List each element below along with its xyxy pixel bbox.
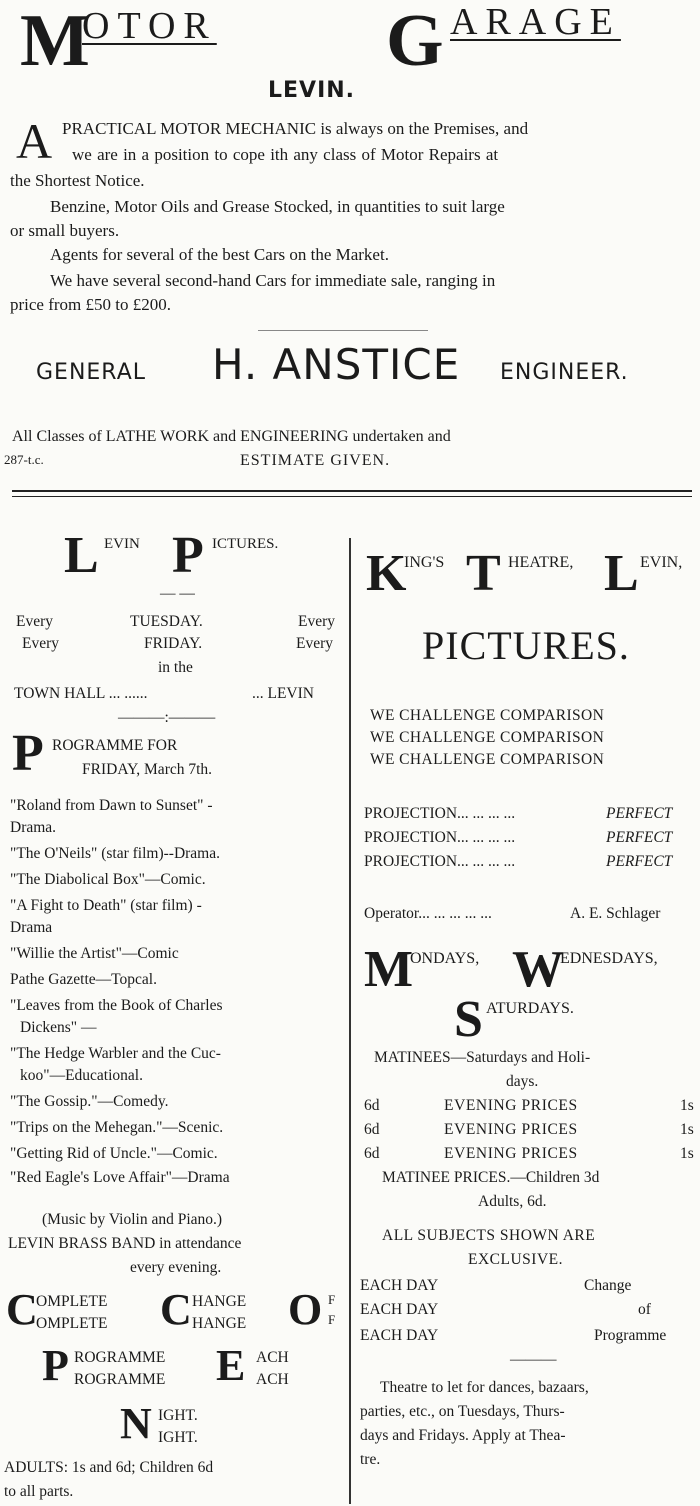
garage-initial: G: [386, 0, 444, 82]
anstice-engineer: ENGINEER.: [500, 360, 629, 385]
kt-let-l4: tre.: [360, 1451, 381, 1468]
lp-film6: Pathe Gazette—Topcal.: [10, 971, 157, 988]
lp-o-word1: F: [328, 1292, 336, 1307]
lp-initial-l: L: [64, 527, 99, 584]
lp-prog-initial: P: [12, 725, 44, 782]
kt-initial-w: W: [512, 941, 564, 998]
lp-film10: "Trips on the Mehegan."—Scenic.: [10, 1119, 224, 1136]
kt-projection-2-left: PROJECTION... ... ... ...: [364, 829, 516, 846]
kt-subjects-l2: EXCLUSIVE.: [468, 1251, 563, 1268]
short-rule: [258, 330, 428, 331]
kt-let-l2: parties, etc., on Tuesdays, Thurs-: [360, 1403, 565, 1420]
lp-p-word2: ROGRAMME: [74, 1371, 166, 1388]
lp-film4-l2: Drama: [10, 919, 53, 936]
kt-projection-1-left: PROJECTION... ... ... ...: [364, 805, 516, 822]
lp-film1-l1: "Roland from Dawn to Sunset" -: [10, 797, 213, 814]
lp-film4-l1: "A Fight to Death" (star film) -: [10, 897, 202, 914]
kt-operator-right: A. E. Schlager: [570, 905, 661, 922]
lp-film8-l2: koo"—Educational.: [20, 1067, 143, 1084]
lp-ch-word2: HANGE: [192, 1315, 247, 1332]
lp-separator: ———:———: [118, 709, 216, 726]
kt-subjects-l1: ALL SUBJECTS SHOWN ARE: [382, 1227, 596, 1244]
kt-heatre: HEATRE,: [508, 554, 574, 571]
lp-venue-right: ... LEVIN: [252, 685, 314, 702]
kt-projection-3-left: PROJECTION... ... ... ...: [364, 853, 516, 870]
kt-ev1-right: 1s: [680, 1097, 694, 1114]
lp-every1-day: TUESDAY.: [130, 613, 203, 630]
kt-let-l1: Theatre to let for dances, bazaars,: [380, 1379, 589, 1396]
kt-matinee-prices-l1: MATINEE PRICES.—Children 3d: [382, 1169, 600, 1186]
lp-film3: "The Diabolical Box"—Comic.: [10, 871, 206, 888]
lp-p-word1: ROGRAMME: [74, 1349, 166, 1366]
lp-every1-left: Every: [16, 613, 54, 630]
lp-e-word1: ACH: [256, 1349, 289, 1366]
kt-challenge-1: WE CHALLENGE COMPARISON: [370, 707, 605, 724]
lp-adults-l1: ADULTS: 1s and 6d; Children 6d: [4, 1459, 214, 1476]
kt-dash: ———: [510, 1351, 557, 1368]
kt-each-day-2: EACH DAY: [360, 1301, 439, 1318]
kt-initial-s: S: [454, 991, 483, 1048]
lp-e-word2: ACH: [256, 1371, 289, 1388]
kt-initial-l: L: [604, 545, 639, 602]
kt-each-day-1: EACH DAY: [360, 1277, 439, 1294]
lp-p-initial: P: [42, 1341, 69, 1390]
lp-ictures: ICTURES.: [212, 536, 279, 552]
kt-initial-m: M: [364, 941, 414, 998]
lp-every2-left: Every: [22, 635, 60, 652]
anstice-name: H. ANSTICE: [212, 340, 461, 389]
kt-operator-left: Operator... ... ... ... ...: [364, 905, 492, 922]
lp-ch-word1: HANGE: [192, 1293, 247, 1310]
anstice-estimate: ESTIMATE GIVEN.: [240, 452, 391, 469]
lp-film2: "The O'Neils" (star film)--Drama.: [10, 845, 220, 862]
anstice-general: GENERAL: [36, 360, 147, 385]
lp-film11: "Getting Rid of Uncle."—Comic.: [10, 1145, 218, 1162]
anstice-line1: All Classes of LATHE WORK and ENGINEERING undertaken and: [12, 428, 451, 445]
drop-cap-a: A: [16, 113, 53, 169]
kt-ev1-center: EVENING PRICES: [444, 1097, 578, 1114]
kt-ev1-left: 6d: [364, 1097, 380, 1114]
lp-prog-rest: ROGRAMME FOR: [52, 737, 178, 754]
kt-ev3-right: 1s: [680, 1145, 694, 1162]
column-divider: [349, 538, 351, 1504]
lp-e-initial: E: [216, 1341, 246, 1390]
lp-film5: "Willie the Artist"—Comic: [10, 945, 179, 962]
lp-o-word2: F: [328, 1312, 336, 1327]
kt-challenge-3: WE CHALLENGE COMPARISON: [370, 751, 605, 768]
lp-n-initial: N: [120, 1399, 152, 1448]
lp-in-the: in the: [158, 659, 193, 676]
kt-evin: EVIN,: [640, 554, 683, 571]
lp-film1-l2: Drama.: [10, 819, 57, 836]
para4-line2: price from £50 to £200.: [10, 295, 171, 314]
para3: Agents for several of the best Cars on the Market.: [50, 245, 389, 264]
para1-line2: we are in a position to cope ith any class of Motor Repairs at: [72, 145, 499, 164]
para1-line1: PRACTICAL MOTOR MECHANIC is always on the Premises, and: [62, 119, 529, 138]
kt-pictures: PICTURES.: [422, 623, 630, 668]
kt-initial-k: K: [366, 545, 407, 602]
kt-each-r1: Change: [584, 1277, 632, 1294]
lp-band-l1: LEVIN BRASS BAND in attendance: [8, 1235, 242, 1252]
kt-ev2-center: EVENING PRICES: [444, 1121, 578, 1138]
para1-line3: the Shortest Notice.: [10, 171, 145, 190]
lp-ch-initial: C: [160, 1285, 192, 1334]
kt-each-day-3: EACH DAY: [360, 1327, 439, 1344]
motor-initial: M: [20, 0, 90, 82]
lp-every1-right: Every: [298, 613, 336, 630]
kt-each-r2: of: [638, 1301, 651, 1318]
lp-film7-l1: "Leaves from the Book of Charles: [10, 997, 223, 1014]
kt-projection-2-right: PERFECT: [606, 829, 673, 846]
lp-n-word2: IGHT.: [158, 1429, 198, 1446]
lp-dash: — —: [160, 585, 195, 602]
garage-rest: ARAGE: [450, 1, 621, 43]
kt-challenge-2: WE CHALLENGE COMPARISON: [370, 729, 605, 746]
kt-projection-3-right: PERFECT: [606, 853, 673, 870]
lp-every2-day: FRIDAY.: [144, 635, 203, 652]
para2-line1: Benzine, Motor Oils and Grease Stocked, in quantities to suit large: [50, 197, 505, 216]
lp-c-initial: C: [6, 1285, 38, 1334]
lp-evin: EVIN: [104, 536, 140, 552]
lp-film9: "The Gossip."—Comedy.: [10, 1093, 169, 1110]
lp-c-word2: OMPLETE: [36, 1315, 108, 1332]
lp-every2-right: Every: [296, 635, 334, 652]
lp-band-l2: every evening.: [130, 1259, 222, 1276]
para4-line1: We have several second-hand Cars for immediate sale, ranging in: [50, 271, 496, 290]
lp-o-initial: O: [288, 1285, 323, 1334]
lp-n-word1: IGHT.: [158, 1407, 198, 1424]
kt-ednesdays: EDNESDAYS,: [560, 950, 658, 967]
kt-ev2-right: 1s: [680, 1121, 694, 1138]
kt-matinees-l2: days.: [506, 1073, 539, 1090]
lp-adults-l2: to all parts.: [4, 1483, 74, 1500]
lp-c-word1: OMPLETE: [36, 1293, 108, 1310]
kt-aturdays: ATURDAYS.: [486, 1000, 574, 1017]
kt-initial-t: T: [466, 545, 501, 602]
kt-matinees-l1: MATINEES—Saturdays and Holi-: [374, 1049, 591, 1066]
double-rule-bottom: [12, 496, 692, 497]
kt-ings: ING'S: [404, 554, 445, 571]
kt-ev3-center: EVENING PRICES: [444, 1145, 578, 1162]
levin-location: LEVIN.: [268, 78, 356, 103]
kt-matinee-prices-l2: Adults, 6d.: [478, 1193, 547, 1210]
lp-venue-left: TOWN HALL ... ......: [14, 685, 148, 702]
motor-rest: OTOR: [82, 5, 217, 47]
lp-music: (Music by Violin and Piano.): [42, 1211, 223, 1228]
kt-each-r3: Programme: [594, 1327, 667, 1344]
kt-let-l3: days and Fridays. Apply at Thea-: [360, 1427, 566, 1444]
kt-ondays: ONDAYS,: [410, 950, 480, 967]
para2-line2: or small buyers.: [10, 221, 120, 240]
lp-film8-l1: "The Hedge Warbler and the Cuc-: [10, 1045, 221, 1062]
double-rule-top: [12, 490, 692, 492]
kt-ev2-left: 6d: [364, 1121, 380, 1138]
kt-ev3-left: 6d: [364, 1145, 380, 1162]
anstice-ref: 287-t.c.: [4, 452, 44, 467]
kt-projection-1-right: PERFECT: [606, 805, 673, 822]
lp-initial-p: P: [172, 527, 204, 584]
lp-prog-date: FRIDAY, March 7th.: [82, 761, 213, 778]
lp-film7-l2: Dickens" —: [20, 1019, 97, 1036]
lp-film12: "Red Eagle's Love Affair"—Drama: [10, 1169, 230, 1186]
